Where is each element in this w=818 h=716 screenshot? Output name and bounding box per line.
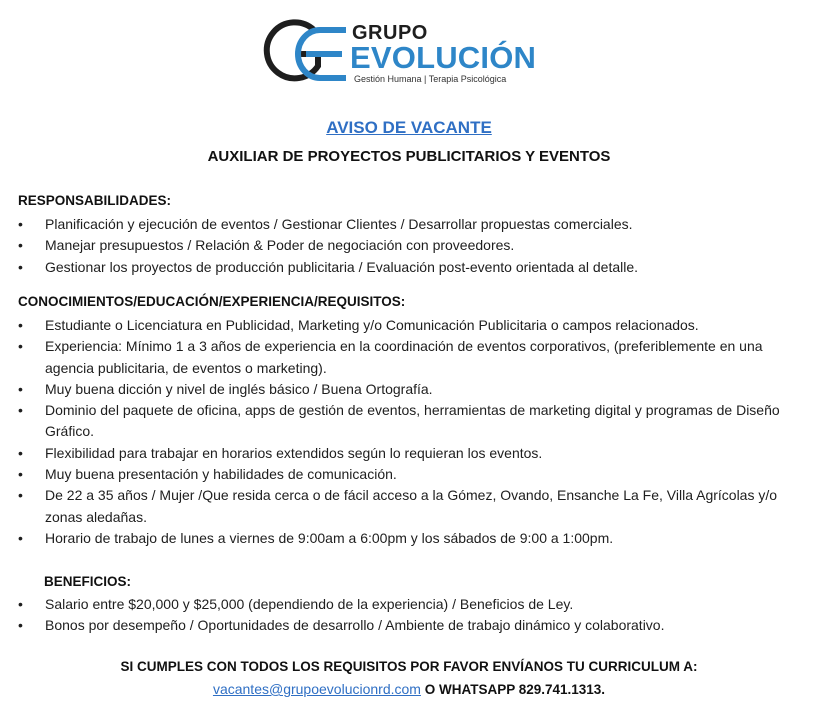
- grupo-evolucion-logo: [262, 16, 552, 90]
- responsabilidades-title: RESPONSABILIDADES:: [18, 193, 172, 208]
- bullet-icon: •: [18, 617, 23, 634]
- list-item: • Gestionar los proyectos de producción publicitaria / Evaluación post-evento orientada al detalle.: [18, 257, 808, 278]
- apply-instructions: SI CUMPLES CON TODOS LOS REQUISITOS POR FAVOR ENVÍANOS TU CURRICULUM A:: [120, 659, 698, 674]
- bullet-icon: •: [18, 216, 23, 232]
- bullet-icon: •: [18, 380, 23, 397]
- job-title: AUXILIAR DE PROYECTOS PUBLICITARIOS Y EVENTOS: [207, 148, 611, 165]
- logo-grupo-text: GRUPO: [352, 22, 428, 44]
- whatsapp-text: O WHATSAPP 829.741.1313.: [420, 682, 606, 697]
- list-item: • Dominio del paquete de oficina, apps de gestión de eventos, herramientas de marketing digital y programas de Diseño Gráfico.: [18, 402, 780, 440]
- email-link[interactable]: vacantes@grupoevolucionrd.com: [212, 681, 421, 697]
- logo-tagline: Gestión Humana | Terapia Psicológica: [354, 74, 507, 84]
- ge-monogram-icon: [262, 16, 354, 90]
- bullet-icon: •: [18, 402, 23, 419]
- bullet-icon: •: [18, 237, 23, 254]
- bullet-icon: •: [18, 317, 23, 333]
- bullet-icon: •: [18, 338, 23, 355]
- list-item: • Horario de trabajo de lunes a viernes de 9:00am a 6:00pm y los sábados de 9:00 a 1:00pm.: [18, 528, 808, 549]
- aviso-heading: AVISO DE VACANTE: [326, 118, 492, 137]
- list-item: • De 22 a 35 años / Mujer /Que resida cerca o de fácil acceso a la Gómez, Ovando, Ensanche La Fe, Villa Agrícolas y/o zonas aledañas.: [18, 487, 778, 525]
- list-item: • Experiencia: Mínimo 1 a 3 años de experiencia en la coordinación de eventos corporativos, (preferiblemente en una agencia publicitaria, de eventos o marketing).: [18, 338, 763, 376]
- list-item: • Manejar presupuestos / Relación & Poder de negociación con proveedores.: [18, 235, 808, 256]
- list-item: • Estudiante o Licenciatura en Publicidad, Marketing y/o Comunicación Publicitaria o campos relacionados.: [18, 315, 808, 336]
- responsabilidades-list: [18, 214, 808, 278]
- bullet-icon: •: [18, 529, 23, 546]
- bullet-icon: •: [18, 596, 23, 612]
- bullet-icon: •: [18, 466, 23, 483]
- requisitos-list: [18, 315, 808, 549]
- list-item: • Salario entre $20,000 y $25,000 (dependiendo de la experiencia) / Beneficios de Ley.: [18, 594, 808, 615]
- bullet-icon: •: [18, 258, 23, 275]
- logo-evolucion-text: EVOLUCIÓN: [350, 40, 537, 75]
- bullet-icon: •: [18, 487, 23, 504]
- list-item: • Flexibilidad para trabajar en horarios extendidos según lo requieran los eventos.: [18, 443, 808, 464]
- bullet-icon: •: [18, 444, 23, 461]
- contact-line: [0, 681, 818, 697]
- list-item: • Bonos por desempeño / Oportunidades de desarrollo / Ambiente de trabajo dinámico y colaborativo.: [18, 615, 808, 636]
- beneficios-title: BENEFICIOS:: [44, 574, 132, 589]
- list-item: • Planificación y ejecución de eventos / Gestionar Clientes / Desarrollar propuestas comerciales.: [18, 214, 808, 235]
- beneficios-list: [18, 594, 808, 637]
- list-item: • Muy buena presentación y habilidades de comunicación.: [18, 464, 808, 485]
- list-item: • Muy buena dicción y nivel de inglés básico / Buena Ortografía.: [18, 379, 808, 400]
- requisitos-title: CONOCIMIENTOS/EDUCACIÓN/EXPERIENCIA/REQUISITOS:: [18, 294, 406, 309]
